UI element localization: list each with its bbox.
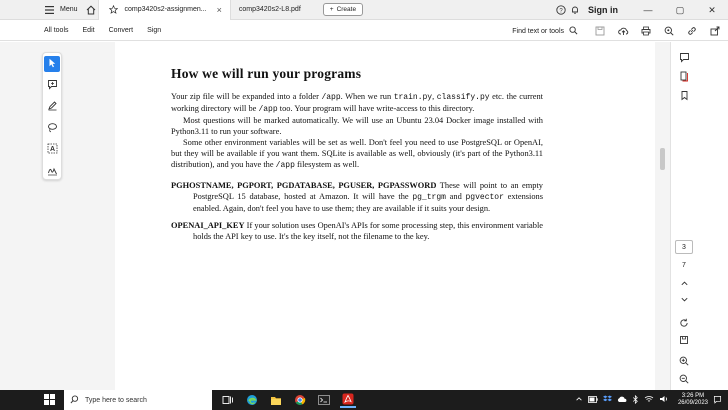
convert-menu[interactable]: Convert bbox=[108, 27, 134, 34]
cursor-arrow-icon bbox=[48, 58, 57, 70]
windows-start-icon[interactable] bbox=[44, 394, 55, 407]
vertical-scrollbar[interactable] bbox=[657, 42, 669, 390]
sign-in-button[interactable]: Sign in bbox=[588, 5, 618, 15]
upload-cloud-icon[interactable] bbox=[616, 24, 630, 38]
code-run: /app bbox=[321, 93, 341, 102]
close-window-button[interactable]: ✕ bbox=[708, 4, 716, 15]
pen-icon bbox=[47, 100, 58, 113]
freehand-lasso-icon bbox=[47, 122, 58, 135]
text-run: Some other environment variables will be set as well. Don't feel you need to use PostgreSQL or OpenAI, but they will be available if you want them. SQLite is available as well, obviously (it's part of the Python3.11 distribution), and you have the bbox=[171, 138, 543, 169]
hamburger-icon bbox=[42, 3, 56, 17]
print-icon[interactable] bbox=[639, 24, 653, 38]
text-box-icon bbox=[47, 143, 58, 156]
code-run: /app bbox=[258, 105, 278, 114]
maximize-button[interactable]: ▢ bbox=[675, 4, 685, 15]
menu-label: Menu bbox=[60, 6, 78, 13]
dropbox-icon[interactable] bbox=[603, 395, 612, 405]
pdf-page[interactable] bbox=[115, 42, 655, 390]
bookmark-icon[interactable] bbox=[677, 88, 691, 102]
text-run: Your zip file will be expanded into a folder bbox=[171, 92, 322, 101]
share-icon[interactable] bbox=[708, 24, 722, 38]
text-run: etc. the current working directory will be bbox=[171, 92, 543, 113]
code-run: pg_trgm bbox=[412, 193, 446, 202]
quick-tools-rail bbox=[42, 52, 62, 180]
clock[interactable] bbox=[678, 393, 708, 407]
tab-l8[interactable] bbox=[231, 0, 309, 20]
create-button[interactable] bbox=[323, 3, 363, 16]
save-copy-icon[interactable] bbox=[677, 333, 691, 347]
search-document-icon[interactable] bbox=[662, 24, 676, 38]
onedrive-icon[interactable] bbox=[617, 396, 627, 405]
close-tab-icon[interactable]: × bbox=[216, 4, 222, 15]
svg-text:?: ? bbox=[559, 8, 563, 15]
definition-openai bbox=[171, 220, 543, 242]
text-run: If your solution uses OpenAI's APIs for some processing step, this environment variable holds the API key to use. It's the key itself, not the filename to the key. bbox=[193, 221, 543, 241]
task-view-icon[interactable] bbox=[220, 392, 236, 408]
volume-icon[interactable] bbox=[659, 395, 669, 405]
save-icon[interactable] bbox=[593, 24, 607, 38]
text-run: too. Your program will have write-access to this directory. bbox=[277, 104, 475, 113]
file-explorer-icon[interactable] bbox=[268, 392, 284, 408]
bluetooth-icon[interactable] bbox=[632, 395, 639, 406]
plus-icon: + bbox=[329, 6, 334, 13]
find-text-button[interactable] bbox=[512, 26, 578, 37]
paragraph-zip bbox=[171, 91, 543, 115]
search-icon bbox=[569, 26, 578, 37]
wifi-icon[interactable] bbox=[644, 395, 654, 405]
create-label: Create bbox=[336, 6, 357, 13]
right-panel bbox=[670, 42, 728, 390]
chrome-icon[interactable] bbox=[292, 392, 308, 408]
definition-term: PGHOSTNAME, PGPORT, PGDATABASE, PGUSER, PGPASSWORD bbox=[171, 181, 437, 190]
page-content bbox=[171, 66, 543, 242]
notifications-icon[interactable] bbox=[713, 395, 722, 406]
code-run: /app bbox=[275, 161, 295, 170]
windows-taskbar bbox=[0, 390, 728, 410]
sign-tool-button[interactable] bbox=[44, 164, 60, 180]
scrollbar-thumb[interactable] bbox=[660, 148, 665, 170]
minimize-button[interactable]: — bbox=[643, 5, 653, 15]
chevron-down-icon[interactable] bbox=[677, 292, 691, 306]
tab-label: comp3420s2-assignmen... bbox=[124, 6, 207, 13]
help-icon[interactable] bbox=[554, 3, 568, 17]
bell-icon[interactable] bbox=[568, 3, 582, 17]
thumbnails-icon[interactable] bbox=[677, 69, 691, 83]
comment-tool-button[interactable] bbox=[44, 78, 60, 94]
comment-panel-icon[interactable] bbox=[677, 50, 691, 64]
total-pages: 7 bbox=[682, 261, 686, 269]
definition-term: OPENAI_API_KEY bbox=[171, 221, 245, 230]
tab-assignment[interactable] bbox=[98, 0, 231, 20]
find-text-label: Find text or tools bbox=[512, 27, 564, 35]
search-icon bbox=[70, 395, 79, 406]
main-toolbar bbox=[0, 21, 728, 41]
text-tool-button[interactable] bbox=[44, 142, 60, 158]
refresh-icon[interactable] bbox=[677, 316, 691, 330]
code-run: pgvector bbox=[465, 193, 504, 202]
tab-label: comp3420s2-L8.pdf bbox=[238, 6, 301, 13]
definition-list bbox=[171, 180, 543, 242]
taskbar-search[interactable] bbox=[64, 390, 212, 410]
draw-tool-button[interactable] bbox=[44, 121, 60, 137]
link-icon[interactable] bbox=[685, 24, 699, 38]
system-tray bbox=[575, 390, 722, 410]
home-icon[interactable] bbox=[84, 3, 98, 17]
sign-menu[interactable]: Sign bbox=[147, 27, 162, 34]
paragraph-marking: Most questions will be marked automatically. We will use an Ubuntu 23.04 Docker image installed with Python3.11 to run your software. bbox=[171, 116, 543, 136]
text-run: These will point to an empty PostgreSQL 15 database, hosted at Amazon. It will have the bbox=[193, 181, 543, 201]
title-bar bbox=[0, 0, 728, 20]
zoom-out-icon[interactable] bbox=[677, 372, 691, 386]
paragraph-env-vars bbox=[171, 137, 543, 171]
code-run: classify.py bbox=[436, 93, 490, 102]
edge-browser-icon[interactable] bbox=[244, 392, 260, 408]
text-run: filesystem as well. bbox=[294, 160, 360, 169]
select-tool-button[interactable] bbox=[44, 56, 60, 72]
edit-menu[interactable]: Edit bbox=[82, 27, 95, 34]
search-placeholder: Type here to search bbox=[85, 396, 147, 404]
highlight-tool-button[interactable] bbox=[44, 99, 60, 115]
text-run: , bbox=[432, 92, 437, 101]
menu-button[interactable] bbox=[42, 0, 84, 20]
signature-icon bbox=[47, 165, 58, 178]
terminal-icon[interactable] bbox=[316, 392, 332, 408]
current-page-field[interactable]: 3 bbox=[675, 240, 693, 254]
chevron-up-icon[interactable] bbox=[677, 276, 691, 290]
chevron-up-icon[interactable] bbox=[575, 395, 583, 405]
star-icon[interactable] bbox=[107, 3, 121, 17]
comment-plus-icon bbox=[47, 79, 58, 92]
text-run: extensions enabled. Again, don't feel you have to use them; they are available if it suits your design. bbox=[193, 192, 543, 213]
all-tools-menu[interactable]: All tools bbox=[44, 27, 69, 34]
svg-text:A: A bbox=[49, 146, 55, 154]
text-run: and bbox=[445, 192, 466, 201]
zoom-in-icon[interactable] bbox=[677, 354, 691, 368]
text-run: . When we run bbox=[340, 92, 394, 101]
section-heading: How we will run your programs bbox=[171, 66, 362, 81]
clock-date: 26/09/2023 bbox=[677, 400, 708, 406]
definition-pg bbox=[171, 180, 543, 214]
battery-icon[interactable] bbox=[588, 396, 598, 405]
code-run: train.py bbox=[393, 93, 433, 102]
acrobat-reader-icon[interactable] bbox=[340, 392, 356, 408]
clock-time: 3:26 PM bbox=[681, 393, 705, 399]
